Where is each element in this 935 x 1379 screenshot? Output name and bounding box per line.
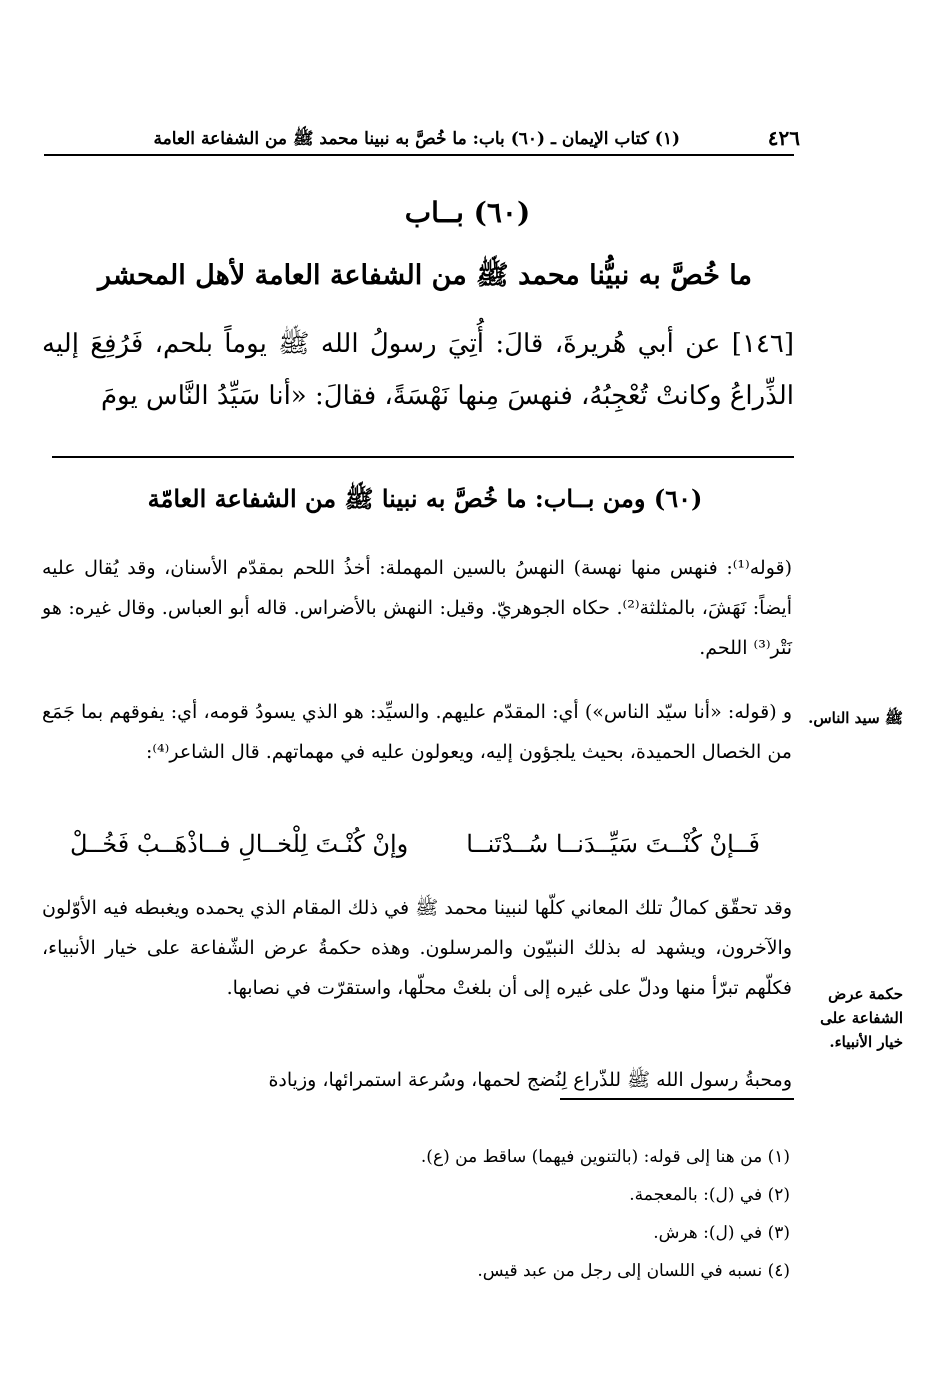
commentary-heading: (٦٠) ومن بــاب: ما خُصَّ به نبينا ﷺ من الشفاعة العامّة bbox=[147, 484, 703, 513]
commentary-paragraph: ومحبةُ رسول الله ﷺ للذّراع لِنُضج لحمها، وسُرعة استمرائها، وزيادة bbox=[268, 1069, 792, 1091]
footnote: (٢) في (ل): بالمعجمة. bbox=[629, 1185, 790, 1205]
footnote-divider bbox=[560, 1098, 794, 1100]
commentary-paragraph: وقد تحقّق كمالُ تلك المعاني كلّها لنبينا محمد ﷺ في ذلك المقام الذي يحمده ويغبطه فيه الأوّلون والآخرون، ويشهد له بذلك النبيّون والمرسلون. وهذه حكمةُ عرض الشّفاعة على خيار الأنبياء، فكلّهم تبرّأ منها ودلّ على غيره إلى أن بلغتْ محلّها، واستقرّت في نصابها. bbox=[42, 897, 792, 999]
commentary-paragraph: (قوله⁽¹⁾: فنهس منها نهسة) النهسُ بالسين المهملة: أخذُ اللحم بمقدّم الأسنان، وقد يُقال عليه أيضاً: نَهَشَ، بالمثلثة⁽²⁾. حكاه الجوهريّ. وقيل: النهش بالأضراس. قاله أبو العباس. وقال غيره: هو نَتْر⁽³⁾ اللحم. bbox=[42, 557, 792, 659]
page-number: ٤٢٦ bbox=[767, 126, 800, 150]
footnote: (٣) في (ل): هرش. bbox=[653, 1223, 790, 1243]
verse-first-hemistich: فَــإنْ كُنْــتَ سَيِّــدَنــا سُــدْتَنــا bbox=[466, 830, 760, 858]
chapter-title: ما خُصَّ به نبيُّنا محمد ﷺ من الشفاعة العامة لأهل المحشر bbox=[98, 260, 752, 291]
poetry-verse bbox=[60, 830, 780, 870]
margin-note: ﷺ سيد الناس. bbox=[808, 709, 903, 727]
footnote: (٤) نسبه في اللسان إلى رجل من عبد قيس. bbox=[477, 1261, 790, 1281]
header-divider bbox=[44, 154, 794, 156]
margin-note: حكمة عرض الشفاعة على خيار الأنبياء. bbox=[820, 985, 903, 1051]
commentary-paragraph: و (قوله: «أنا سيّد الناس») أي: المقدّم عليهم. والسيِّد: هو الذي يسودُ قومه، أي: يفوقهم بما جَمَع من الخصال الحميدة، بحيث يلجؤون إليه، ويعولون عليه في مهماتهم. قال الشاعر⁽⁴⁾: bbox=[42, 701, 792, 763]
hadith-text: [١٤٦] عن أبي هُريرةَ، قالَ: أُتِيَ رسولُ الله ﷺ يوماً بلحم، فَرُفِعَ إليه الذِّراعُ وكانتْ تُعْجِبُهُ، فنهسَ مِنها نَهْسَةً، فقالَ: «أنا سَيِّدُ النَّاس يومَ bbox=[42, 329, 794, 411]
verse-second-hemistich: وإنْ كُنْـتَ لِلْخــالِ فــاذْهَــبْ فَخُــلْ bbox=[70, 830, 409, 858]
footnotes bbox=[300, 1138, 790, 1290]
chapter-number: (٦٠) بــاب bbox=[404, 196, 531, 229]
section-divider bbox=[52, 456, 794, 458]
running-title: (١) كتاب الإيمان ـ (٦٠) باب: ما خُصَّ به نبينا محمد ﷺ من الشفاعة العامة bbox=[153, 129, 680, 149]
footnote: (١) من هنا إلى قوله: (بالتنوين فيهما) ساقط من (ع). bbox=[420, 1147, 790, 1167]
